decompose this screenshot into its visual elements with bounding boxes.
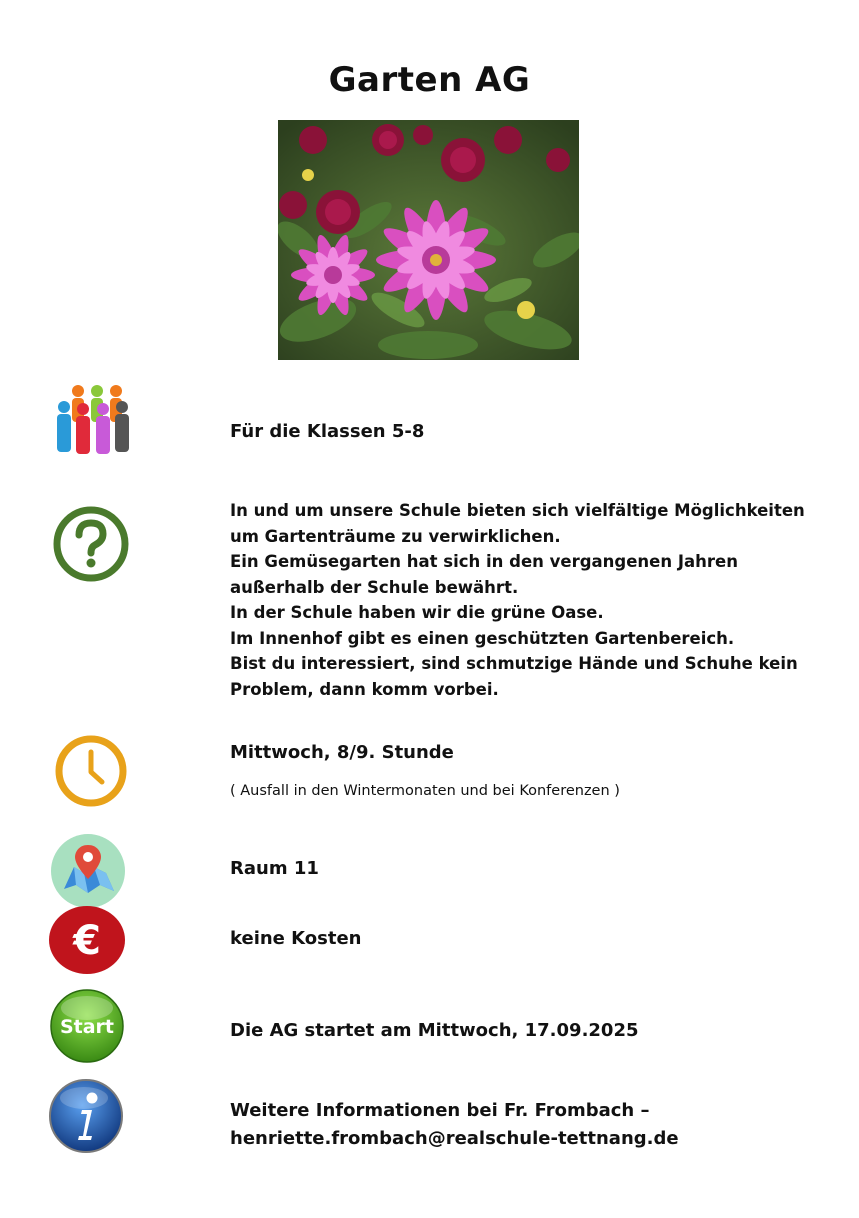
description-line: außerhalb der Schule bewährt. <box>230 577 519 597</box>
time-text: Mittwoch, 8/9. Stunde <box>230 742 454 763</box>
description-line: In der Schule haben wir die grüne Oase. <box>230 603 604 622</box>
page-title: Garten AG <box>328 60 531 100</box>
map-pin-icon <box>50 833 126 909</box>
question-mark-icon <box>52 505 130 583</box>
description-line: Problem, dann komm vorbei. <box>230 679 499 699</box>
description-line: Ein Gemüsegarten hat sich in den vergangenen Jahren <box>230 552 738 571</box>
start-button-icon <box>48 988 126 1064</box>
start-icon-label: Start <box>59 1016 115 1038</box>
dahlia-photo <box>278 120 579 360</box>
description-line: Im Innenhof gibt es einen geschützten Gartenbereich. <box>230 628 735 648</box>
people-group-icon <box>52 383 134 463</box>
description-line: um Gartenträume zu verwirklichen. <box>230 526 561 546</box>
clock-icon <box>54 734 128 808</box>
description-line: Bist du interessiert, sind schmutzige Hände und Schuhe kein <box>230 654 798 673</box>
description <box>230 498 805 702</box>
contact-email[interactable]: henriette.frombach@realschule-tettnang.de <box>230 1128 679 1149</box>
cost-text: keine Kosten <box>230 928 362 949</box>
description-line: In und um unsere Schule bieten sich vielfältige Möglichkeiten <box>230 501 805 520</box>
info-icon <box>48 1078 124 1154</box>
time-note: ( Ausfall in den Wintermonaten und bei Konferenzen ) <box>230 783 620 799</box>
svg-text:€: € <box>73 918 101 964</box>
room-text: Raum 11 <box>230 858 319 879</box>
start-date-text: Die AG startet am Mittwoch, 17.09.2025 <box>230 1020 639 1041</box>
classes-text: Für die Klassen 5-8 <box>230 421 425 442</box>
euro-icon <box>48 906 126 974</box>
contact-line-1: Weitere Informationen bei Fr. Frombach – <box>230 1100 650 1121</box>
